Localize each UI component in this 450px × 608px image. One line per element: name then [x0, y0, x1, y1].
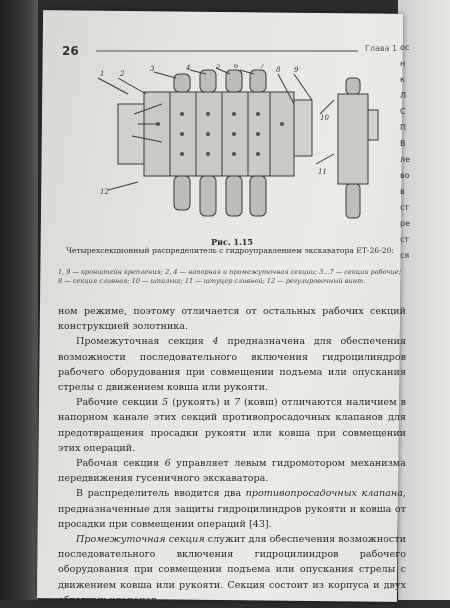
- fig-label: 6: [234, 64, 239, 70]
- background-left: [0, 0, 38, 600]
- body-text: [58, 304, 406, 608]
- figure-title: Рис. 1.15: [211, 237, 253, 247]
- fig-label: 5: [216, 64, 221, 70]
- distributor-drawing: [98, 64, 398, 232]
- head-rule: [96, 50, 358, 52]
- figure-legend: 1, 9 — кронштейн крепления; 2, 4 — напорная и промежуточная секции; 3...7 — секции рабочие; 8 — секция сливная; 10 — шпилька; 11 — штуцер сливной; 12 — регулировочный винт.: [58, 268, 401, 285]
- paragraph: В распределитель вводится два противопросадочных клапана, предназначенные для защиты гидроцилиндров рукояти и ковша от просадки при совмещении операций [43].: [58, 488, 406, 530]
- paragraph: Промежуточная секция 4 предназначена для обеспечения возможности последовательного включения гидроцилиндров рабочего оборудования при совмещении подъема или опускания стрелы с движением ковша или рукояти.: [58, 336, 407, 394]
- fig-label: 9: [294, 66, 299, 74]
- figure-caption: Четырехсекционный распределитель с гидроуправлением экскаватора ЕТ-26-20:: [66, 246, 394, 255]
- paragraph: Промежуточная секция служит для обеспечения возможности последовательного включения гидроцилиндров рабочего оборудования при совмещении подъема или опускания стрелы с движением ковша или рукояти. Секция состоит из корпуса и двух обратных клапанов.: [58, 534, 406, 606]
- paragraph: ном режиме, поэтому отличается от остальных рабочих секций конструкцией золотника.: [58, 306, 406, 333]
- page-number: 26: [62, 44, 79, 58]
- fig-label: 7: [260, 64, 265, 70]
- adjacent-page-text: ос н к Л С П В ле во в ст ре ст ся: [400, 43, 411, 260]
- fig-label: 10: [320, 114, 329, 122]
- fig-label: 12: [100, 188, 109, 196]
- fig-label: 11: [318, 168, 327, 176]
- fig-label: 3: [150, 65, 155, 73]
- running-head: Глава 1: [365, 44, 398, 53]
- paragraph: Рабочая секция 6 управляет левым гидромотором механизма передвижения гусеничного экскаватора.: [58, 458, 406, 485]
- fig-label: 4: [186, 64, 191, 72]
- paragraph: Рабочие секции 5 (рукоять) и 7 (ковш) отличаются наличием в напорном канале этих секций противопросадочных клапанов для предотвращения просадки рукояти или ковша при совмещении этих операций.: [58, 397, 406, 454]
- fig-label: 8: [276, 66, 281, 74]
- fig-label: 1: [100, 70, 105, 78]
- fig-label: 2: [120, 70, 125, 78]
